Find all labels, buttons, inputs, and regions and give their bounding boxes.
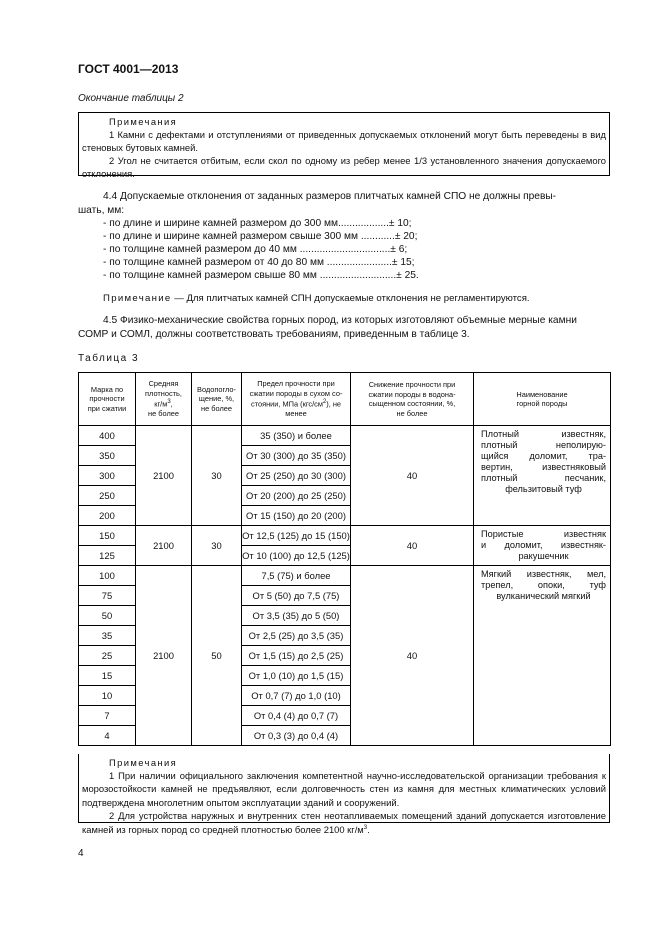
grade-cell: 300 — [79, 466, 136, 486]
col-density: Средняя плотность, $кг/м^3$, не более — [136, 373, 192, 426]
rock-name-cell: Пористые известняк и доломит, известняк- ракушечник — [474, 526, 611, 566]
tolerance-item: - по толщине камней размером свыше 80 мм ...........................± 25. — [103, 270, 419, 281]
table3 — [78, 372, 611, 746]
reduction-cell: 40 — [351, 526, 474, 566]
section-4-4-note — [103, 292, 530, 306]
absorption-cell: 30 — [192, 526, 242, 566]
note-item: 2 Для устройства наружных и внутренних стен неотапливаемых помещений зданий допускается изготовление камней из горных пород со средней плотностью более 2100 $кг/м^3$. — [82, 809, 606, 836]
rock-name-cell: Плотный известняк, плотный неполирую- щийся доломит, тра- вертин, известняковый плотный песчаник, фельзитовый туф — [474, 426, 611, 526]
strength-cell: От 1,5 (15) до 2,5 (25) — [242, 646, 351, 666]
strength-cell: От 30 (300) до 35 (350) — [242, 446, 351, 466]
page-number: 4 — [78, 848, 84, 859]
table-row — [79, 566, 611, 586]
table-row — [79, 426, 611, 446]
section-4-4-line2: шать, мм: — [78, 205, 125, 216]
reduction-cell: 40 — [351, 566, 474, 746]
col-grade: Марка по прочности при сжатии — [79, 373, 136, 426]
table-header-row — [79, 373, 611, 426]
strength-cell: От 10 (100) до 12,5 (125) — [242, 546, 351, 566]
tolerance-item: - по толщине камней размером от 40 до 80 мм .......................± 15; — [103, 257, 415, 268]
strength-cell: От 0,3 (3) до 0,4 (4) — [242, 726, 351, 746]
grade-cell: 100 — [79, 566, 136, 586]
grade-cell: 50 — [79, 606, 136, 626]
strength-cell: От 1,0 (10) до 1,5 (15) — [242, 666, 351, 686]
strength-cell: От 20 (200) до 25 (250) — [242, 486, 351, 506]
col-reduction: Снижение прочности при сжатии породы в водона- сыщенном состоянии, %, не более — [351, 373, 474, 426]
strength-cell: От 0,4 (4) до 0,7 (7) — [242, 706, 351, 726]
grade-cell: 125 — [79, 546, 136, 566]
note-item: 1 Камни с дефектами и отступлениями от приведенных допускаемых отклонений могут быть переведены в вид стеновых бутовых камней. — [82, 129, 606, 153]
grade-cell: 150 — [79, 526, 136, 546]
density-cell: 2100 — [136, 526, 192, 566]
grade-cell: 75 — [79, 586, 136, 606]
tolerance-item: - по длине и ширине камней размером свыше 300 мм ............± 20; — [103, 231, 418, 242]
absorption-cell: 30 — [192, 426, 242, 526]
table-continuation-label: Окончание таблицы 2 — [78, 93, 184, 104]
grade-cell: 250 — [79, 486, 136, 506]
strength-cell: От 0,7 (7) до 1,0 (10) — [242, 686, 351, 706]
grade-cell: 35 — [79, 626, 136, 646]
note-item: 1 При наличии официального заключения компетентной научно-исследовательской организации требования к морозостойкости камней не предъявляют, если долговечность стен из камня для местных климатических условий подтверждена многолетним опытом эксплуатации зданий и сооружений. — [82, 770, 606, 808]
strength-cell: От 25 (250) до 30 (300) — [242, 466, 351, 486]
density-cell: 2100 — [136, 426, 192, 526]
strength-cell: 35 (350) и более — [242, 426, 351, 446]
table-row — [79, 526, 611, 546]
grade-cell: 4 — [79, 726, 136, 746]
section-4-5-line2: СОМР и СОМЛ, должны соответствовать требованиям, приведенным в таблице 3. — [78, 329, 470, 340]
strength-cell: От 15 (150) до 20 (200) — [242, 506, 351, 526]
col-rock-name: Наименование горной породы — [474, 373, 611, 426]
notes-heading: Примечания — [109, 757, 178, 768]
note-text: — Для плитчатых камней СПН допускаемые отклонения не регламентируются. — [171, 293, 530, 304]
grade-cell: 15 — [79, 666, 136, 686]
strength-cell: От 3,5 (35) до 5 (50) — [242, 606, 351, 626]
section-4-5-line1: 4.5 Физико-механические свойства горных пород, из которых изготовляют объемные мерные камни — [103, 315, 577, 326]
col-absorption: Водопогло- щение, %, не более — [192, 373, 242, 426]
grade-cell: 25 — [79, 646, 136, 666]
col-strength: Предел прочности при сжатии породы в сухом со- стоянии, МПа $(кгс/см^2)$, не менее — [242, 373, 351, 426]
grade-cell: 7 — [79, 706, 136, 726]
tolerance-item: - по толщине камней размером до 40 мм ................................± 6; — [103, 244, 408, 255]
table3-notes — [78, 754, 610, 836]
note-item: 2 Угол не считается отбитым, если скол по одному из ребер менее 1/3 установленного значения допускаемого отклонения. — [82, 155, 606, 179]
strength-cell: От 12,5 (125) до 15 (150) — [242, 526, 351, 546]
standard-designation: ГОСТ 4001—2013 — [78, 62, 179, 76]
strength-cell: 7,5 (75) и более — [242, 566, 351, 586]
density-cell: 2100 — [136, 566, 192, 746]
table2-notes — [78, 112, 610, 179]
rock-name-cell: Мягкий известняк, мел, трепел, опоки, туф вулканический мягкий — [474, 566, 611, 746]
reduction-cell: 40 — [351, 426, 474, 526]
grade-cell: 200 — [79, 506, 136, 526]
grade-cell: 400 — [79, 426, 136, 446]
grade-cell: 350 — [79, 446, 136, 466]
section-4-4-line1: 4.4 Допускаемые отклонения от заданных размеров плитчатых камней СПО не должны превы- — [103, 191, 557, 202]
grade-cell: 10 — [79, 686, 136, 706]
notes-heading: Примечания — [109, 116, 178, 127]
note-label: Примечание — [103, 293, 172, 304]
absorption-cell: 50 — [192, 566, 242, 746]
strength-cell: От 2,5 (25) до 3,5 (35) — [242, 626, 351, 646]
strength-cell: От 5 (50) до 7,5 (75) — [242, 586, 351, 606]
table3-caption: Таблица 3 — [78, 353, 140, 364]
tolerance-item: - по длине и ширине камней размером до 300 мм..................± 10; — [103, 218, 412, 229]
